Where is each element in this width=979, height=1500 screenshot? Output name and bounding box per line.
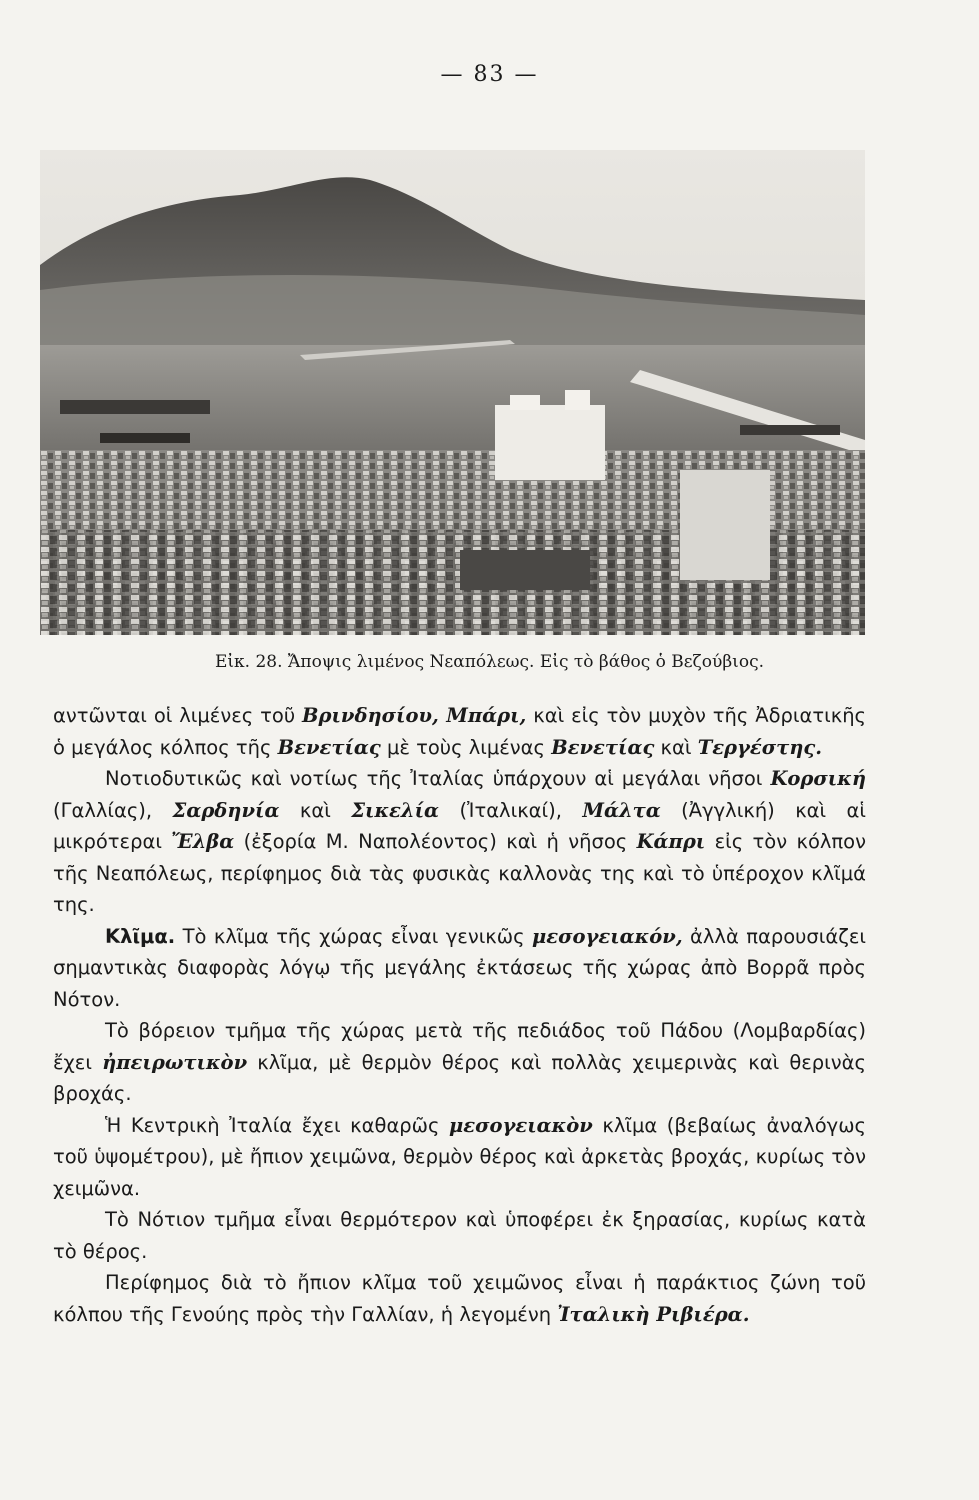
emphasized-term: Ἰταλικὴ Ριβιέρα.: [557, 1302, 750, 1326]
emphasized-term: μεσογειακὸν: [449, 1113, 593, 1137]
emphasized-term: Βενετίας: [551, 735, 655, 759]
ship: [740, 425, 840, 435]
palazzo-tower: [565, 390, 590, 410]
emphasized-term: Κάπρι: [636, 830, 706, 853]
text-run: (ἐξορία Μ. Ναπολέοντος) καὶ ἡ νῆσος: [234, 830, 637, 853]
text-run: Νοτιοδυτικῶς καὶ νοτίως τῆς Ἰταλίας ὑπάρχουν αἱ μεγάλαι νῆσοι: [105, 767, 771, 790]
text-run: καὶ: [654, 735, 698, 759]
text-run: καὶ: [279, 798, 352, 822]
ship: [60, 400, 210, 414]
emphasized-term: ἠπειρωτικὸν: [102, 1050, 248, 1074]
emphasized-term: μεσογειακόν,: [532, 924, 683, 948]
emphasized-term: Μάλτα: [582, 798, 661, 822]
paragraph: [53, 700, 866, 763]
palazzo-building: [495, 405, 605, 480]
text-run: εἰς τὸν κόλπον τῆς Νεαπόλεως, περίφημος διὰ τὰς φυσικὰς καλλονὰς της καὶ τὸ ὑπέροχον κλῖμά της.: [53, 830, 866, 916]
text-run: Περίφημος διὰ τὸ ἤπιον κλῖμα τοῦ χειμῶνος εἶναι ἡ παράκτιος ζώνη τοῦ κόλπου τῆς Γενούης πρὸς τὴν Γαλλίαν, ἡ λεγομένη: [53, 1271, 866, 1326]
text-run: (Γαλλίας),: [53, 798, 173, 822]
body-text: [53, 700, 866, 1330]
paragraph: [53, 1267, 866, 1330]
paragraph: [53, 921, 866, 1016]
paragraph: [53, 1204, 866, 1267]
paragraph: [53, 1015, 866, 1110]
harbor-photo-illustration: [40, 150, 865, 635]
emphasized-term: Βρινδησίου, Μπάρι,: [302, 704, 527, 727]
text-run: Τὸ βόρειον τμῆμα τῆς χώρας μετὰ τῆς πεδιάδος τοῦ Πάδου (Λομβαρδίας) ἔχει: [53, 1019, 866, 1074]
ship: [100, 433, 190, 443]
text-run: ἀλλὰ παρουσιάζει σημαντικὰς διαφορὰς λόγῳ τῆς μεγάλης ἐκτάσεως τῆς χώρας ἀπὸ Βορρᾶ πρὸς Νότον.: [53, 924, 866, 1011]
emphasized-term: Τεργέστης.: [697, 735, 823, 759]
castle-building: [680, 470, 770, 580]
emphasized-term: Κορσική: [770, 767, 866, 790]
emphasized-term: Ἔλβα: [171, 830, 235, 853]
text-run: (Ἀγγλική) καὶ αἱ μικρότεραι: [53, 798, 867, 853]
text-run: αντῶνται οἱ λιμένες τοῦ: [53, 704, 303, 727]
figure-caption: Εἰκ. 28. Ἄποψις λιμένος Νεαπόλεως. Εἰς τὸ βάθος ὁ Βεζούβιος.: [214, 652, 764, 672]
palazzo-tower: [510, 395, 540, 410]
paragraph: [53, 1110, 866, 1205]
text-run: (Ἰταλικαί),: [439, 798, 583, 822]
text-run: Τὸ κλῖμα τῆς χώρας εἶναι γενικῶς: [175, 924, 532, 948]
paragraph: [53, 763, 866, 921]
square: [460, 550, 590, 590]
text-run: κλῖμα (βεβαίως ἀναλόγως τοῦ ὑψομέτρου), μὲ ἤπιον χειμῶνα, θερμὸν θέρος καὶ ἀρκετὰς βροχάς, κυρίως τὸν χειμῶνα.: [53, 1113, 866, 1200]
text-run: καὶ εἰς τὸν μυχὸν τῆς Ἀδριατικῆς ὁ μεγάλος κόλπος τῆς: [53, 704, 867, 759]
section-heading: Κλῖμα.: [105, 924, 176, 948]
text-run: κλῖμα, μὲ θερμὸν θέρος καὶ πολλὰς χειμερινὰς καὶ θερινὰς βροχάς.: [53, 1050, 866, 1105]
page-number: — 83 —: [440, 62, 539, 87]
harbor-photograph: [40, 150, 865, 635]
emphasized-term: Σαρδηνία: [172, 798, 280, 822]
emphasized-term: Σικελία: [351, 798, 440, 822]
text-run: Τὸ Νότιον τμῆμα εἶναι θερμότερον καὶ ὑποφέρει ἐκ ξηρασίας, κυρίως κατὰ τὸ θέρος.: [53, 1208, 866, 1263]
text-run: μὲ τοὺς λιμένας: [380, 735, 552, 759]
emphasized-term: Βενετίας: [277, 735, 381, 759]
text-run: Ἡ Κεντρικὴ Ἰταλία ἔχει καθαρῶς: [105, 1113, 449, 1137]
